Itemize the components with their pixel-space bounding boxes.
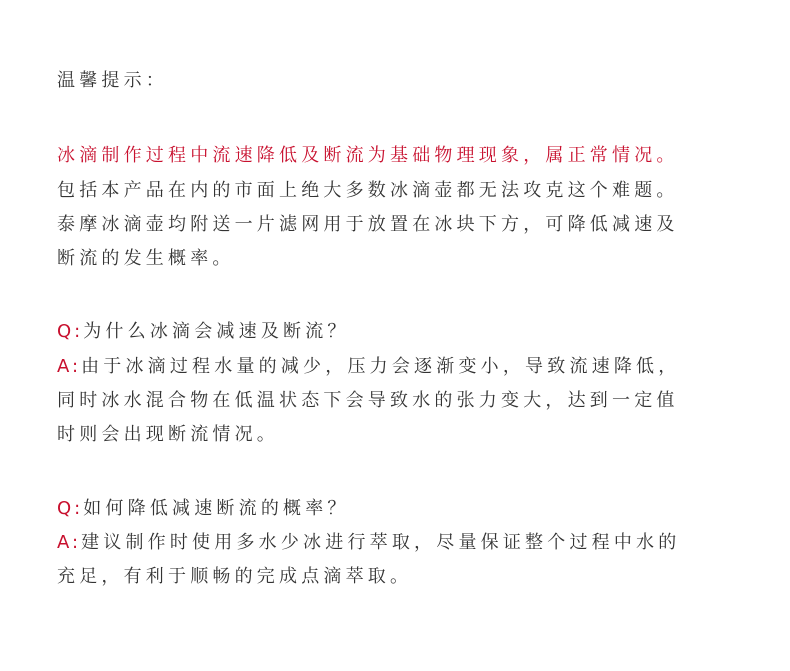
faq-item-2	[57, 492, 757, 595]
faq-answer-line: 同时冰水混合物在低温状态下会导致水的张力变大，达到一定值	[57, 390, 679, 412]
question-text: 为什么冰滴会减速及断流？	[83, 321, 350, 343]
question-text: 如何降低减速断流的概率？	[83, 497, 350, 519]
faq-answer	[57, 526, 757, 560]
notice-line: 断流的发生概率。	[57, 248, 235, 270]
faq-question	[57, 492, 757, 526]
faq-answer	[57, 350, 757, 384]
notice-line: 泰摩冰滴壶均附送一片滤网用于放置在冰块下方，可降低减速及	[57, 213, 679, 235]
answer-text: 建议制作时使用多水少冰进行萃取，尽量保证整个过程中水的	[81, 531, 681, 553]
tips-document	[57, 64, 757, 595]
faq-answer-line: 充足，有利于顺畅的完成点滴萃取。	[57, 566, 413, 588]
faq-item-1	[57, 315, 757, 452]
faq-question	[57, 315, 757, 349]
q-label: Q:	[57, 321, 84, 343]
notice-highlight: 冰滴制作过程中流速降低及断流为基础物理现象，属正常情况。	[57, 145, 679, 167]
notice-line: 包括本产品在内的市面上绝大多数冰滴壶都无法攻克这个难题。	[57, 179, 679, 201]
a-label: A:	[57, 531, 82, 553]
notice-block	[57, 139, 757, 276]
answer-text: 由于冰滴过程水量的减少，压力会逐渐变小，导致流速降低，	[81, 355, 681, 377]
a-label: A:	[57, 355, 82, 377]
tips-title: 温馨提示：	[57, 70, 168, 91]
q-label: Q:	[57, 497, 84, 519]
faq-answer-line: 时则会出现断流情况。	[57, 424, 279, 446]
